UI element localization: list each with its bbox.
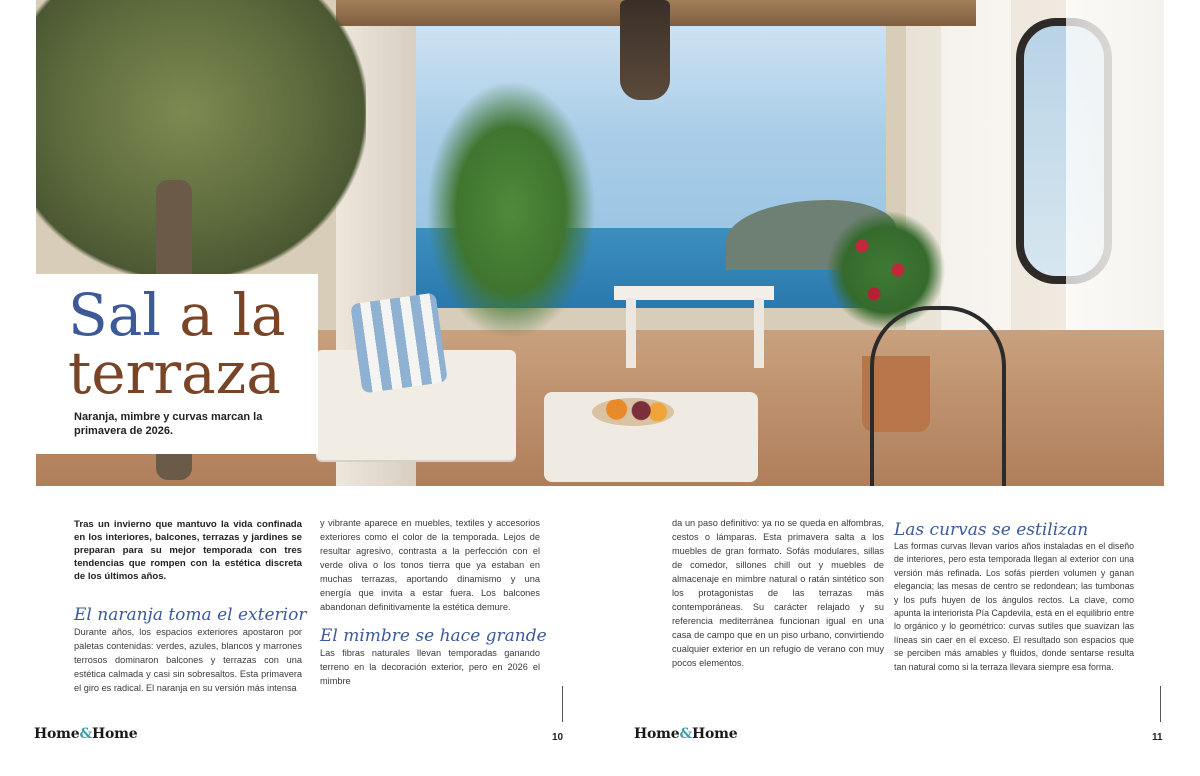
table-leg <box>626 298 636 368</box>
table-leg <box>754 298 764 368</box>
article-column-3 <box>672 516 884 670</box>
magazine-logo <box>634 726 737 742</box>
standfirst: Naranja, mimbre y curvas marcan la primavera de 2026. <box>74 411 263 437</box>
section-heading: El mimbre se hace grande <box>320 626 547 646</box>
page-divider-rule <box>562 686 563 722</box>
logo-home: Home <box>634 726 680 742</box>
striped-cushion <box>350 292 448 393</box>
headline-word-sal: Sal <box>68 281 161 349</box>
magazine-logo <box>34 726 137 742</box>
page-divider-rule <box>1160 686 1161 722</box>
body-paragraph: da un paso definitivo: ya no se queda en alfombras, cestos o lámparas. Esta primavera salta a los muebles de gran formato. Sofás modulares, sillas de comedor, sillones chill out y muebles de almacenaje en mimbre natural o ratán sintético son los protagonistas de las terrazas más contemporáneas. Su carácter relajado y su referencia mediterránea funcionan igual en una casa de campo que en un piso urbano, convirtiendo cualquier exterior en un refugio de verano con muy pocos elementos. <box>672 518 884 668</box>
tropical-plant <box>426 80 596 340</box>
lead-paragraph: Tras un invierno que mantuvo la vida confinada en los interiores, balcones, terrazas y jardines se preparan para su mejor temporada con tres tendencias que rompen con la estética discreta de los últimos años. <box>74 519 302 582</box>
body-paragraph: Las formas curvas llevan varios años instaladas en el diseño de interiores, pero esta temporada llegan al exterior con una versión más refinada. Los sofás pierden volumen y ganan elegancia; las mesas de centro se redondean; las tumbonas y los pufs huyen de los ángulos rectos. La clave, como apunta la interiorista Pía Capdevila, está en el equilibrio entre lo orgánico y lo geométrico: curvas sutiles que suavizan las líneas sin caer en el exceso. El resultado son espacios que se perciben más amables y fluidos, donde sentarse resulta tan natural como si la terraza llevara siempre esa forma. <box>894 541 1134 672</box>
article-column-1 <box>74 518 307 695</box>
title-card <box>36 274 318 454</box>
logo-home: Home <box>691 726 738 742</box>
section-heading: El naranja toma el exterior <box>74 605 307 625</box>
logo-home: Home <box>91 726 138 742</box>
headline-line-1 <box>68 281 286 349</box>
body-paragraph: y vibrante aparece en muebles, textiles y accesorios exteriores como el color de la temporada. Lejos de resultar agresivo, contrasta a la perfección con el verde oliva o los tonos tierra que ya estaban en muchas terrazas, aportando dinamismo y una energía que invita a estar fuera. Los balcones abandonan definitivamente la estética demure. <box>320 518 540 612</box>
hanging-lantern <box>620 0 670 100</box>
olive-tree <box>36 0 366 280</box>
article-column-4 <box>894 520 1134 674</box>
headline-line-2: terraza <box>68 339 281 407</box>
body-paragraph: Durante años, los espacios exteriores apostaron por paletas contenidas: verdes, azules, blancos y marrones terrosos dominaron balcones y terrazas con una estética calmada y casi sin sobresaltos. Esta primavera el giro es radical. El naranja en su versión más intensa <box>74 627 302 693</box>
page-number: 10 <box>552 732 564 743</box>
logo-home: Home <box>34 726 80 742</box>
logo-ampersand: & <box>79 726 92 742</box>
iron-chair <box>870 306 1006 486</box>
headline-words: a la <box>160 281 286 349</box>
dining-table <box>614 286 774 300</box>
logo-ampersand: & <box>679 726 692 742</box>
article-column-2 <box>320 516 547 688</box>
body-paragraph: Las fibras naturales llevan temporadas ganando terreno en la decoración exterior, pero en 2026 el mimbre <box>320 648 540 686</box>
fruit-bowl <box>592 398 674 426</box>
section-heading: Las curvas se estilizan <box>894 520 1089 540</box>
page-number: 11 <box>1152 732 1163 743</box>
